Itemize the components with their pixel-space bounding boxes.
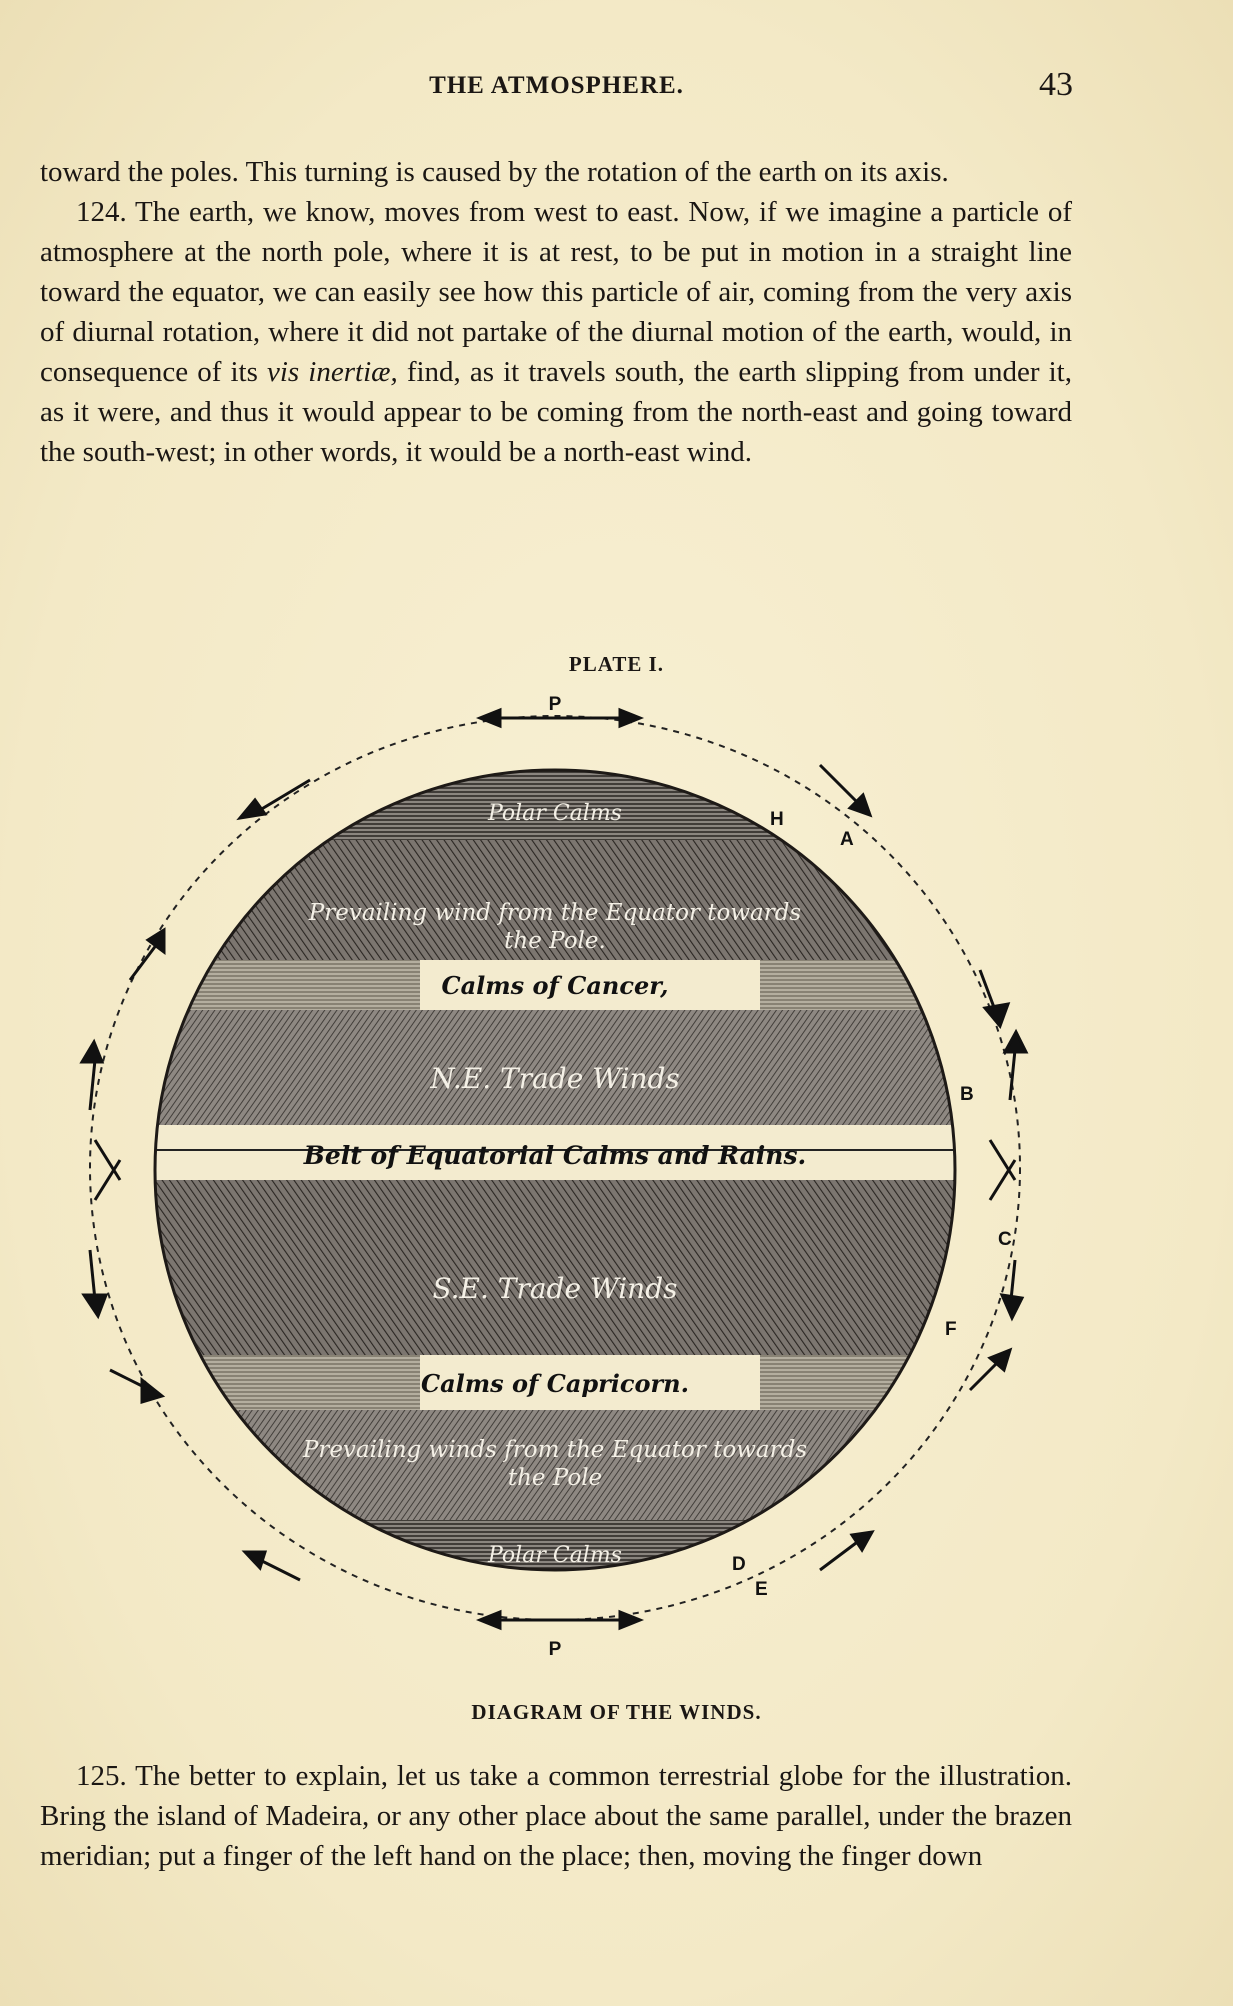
letter-b: B <box>960 1084 974 1105</box>
arrow-left-upper <box>130 930 164 980</box>
label-equatorial-calms: Belt of Equatorial Calms and Rains. <box>303 1141 807 1170</box>
paragraph-text: The earth, we know, moves from west to east. Now, if we imagine a particle of atmosphere at the north pole, where it is at rest, to be put in motion in a straight line toward the equator, we can easily see how this particle of air, coming from the very axis of diurnal rotation, where it did not partake of the diurnal motion of the earth, would, in consequence of its <box>40 196 1072 388</box>
label-calms-capricorn: Calms of Capricorn. <box>421 1369 689 1398</box>
arrow-right-lower <box>1002 1260 1022 1318</box>
arrow-bottom <box>480 1612 640 1628</box>
label-se-trades: S.E. Trade Winds <box>432 1272 678 1305</box>
paragraph-number: 125. <box>76 1760 127 1792</box>
band-se-trades <box>140 1180 970 1355</box>
label-polar-calms-north: Polar Calms <box>488 801 622 826</box>
arrow-top-right <box>820 765 870 815</box>
paragraph-continuation: toward the poles. This turning is caused by the rotation of the earth on its axis. <box>40 156 949 188</box>
label-prevailing-south-1: Prevailing winds from the Equator towards <box>302 1437 808 1463</box>
arrow-left-lower <box>84 1250 106 1316</box>
label-prevailing-south-2: the Pole <box>507 1465 603 1491</box>
letter-d: D <box>732 1554 746 1575</box>
paragraph-text: The better to explain, let us take a common terrestrial globe for the illustration. Bring the island of Madeira, or any other place about the same parallel, under the brazen meridian; put a finger of the left hand on the place; then, moving the finger down <box>40 1760 1073 1872</box>
letter-c: C <box>998 1229 1012 1250</box>
arrow-right-eq <box>990 1140 1015 1200</box>
running-head: THE ATMOSPHERE. <box>429 72 684 99</box>
arrow-bottom-right <box>820 1532 872 1570</box>
arrow-left-bottom <box>110 1370 162 1402</box>
arrow-left-mid <box>82 1042 102 1110</box>
label-calms-cancer: Calms of Cancer, <box>441 971 669 1000</box>
letter-p-top: P <box>548 694 562 715</box>
letter-f: F <box>945 1319 957 1340</box>
italic-term: vis inertiæ, <box>266 356 398 388</box>
wind-diagram <box>60 690 1173 1700</box>
paragraph-125 <box>40 1756 1072 1876</box>
arrow-left-eq <box>95 1140 120 1200</box>
paragraph-text-end: find, as it travels south, the earth slipping from under it, as it were, and thus it would appear to be coming from the north-east and going toward the south-west; in other words, it would be a north-east wind. <box>40 356 1072 468</box>
letter-p-bottom: P <box>548 1639 562 1660</box>
label-polar-calms-south: Polar Calms <box>488 1543 622 1568</box>
arrow-top-left <box>240 780 310 818</box>
label-prevailing-north-1: Prevailing wind from the Equator towards <box>308 900 802 926</box>
body-text-bottom <box>40 1756 1072 1876</box>
label-ne-trades: N.E. Trade Winds <box>430 1062 680 1095</box>
paragraph-124 <box>40 192 1072 472</box>
plate-caption: DIAGRAM OF THE WINDS. <box>471 1700 762 1724</box>
body-text-top <box>40 152 1072 472</box>
band-polar-calms-north <box>140 750 970 840</box>
letter-e: E <box>755 1579 768 1600</box>
plate-title: PLATE I. <box>568 652 665 676</box>
letter-h: H <box>770 809 784 830</box>
arrow-bottom-left <box>245 1552 300 1580</box>
arrow-right-bottom <box>970 1350 1010 1390</box>
arrow-right-upper <box>980 970 1008 1026</box>
label-prevailing-north-2: the Pole. <box>504 928 606 954</box>
page-number: 43 <box>1039 66 1073 103</box>
letter-a: A <box>840 829 854 850</box>
paragraph-number: 124. <box>76 196 127 228</box>
